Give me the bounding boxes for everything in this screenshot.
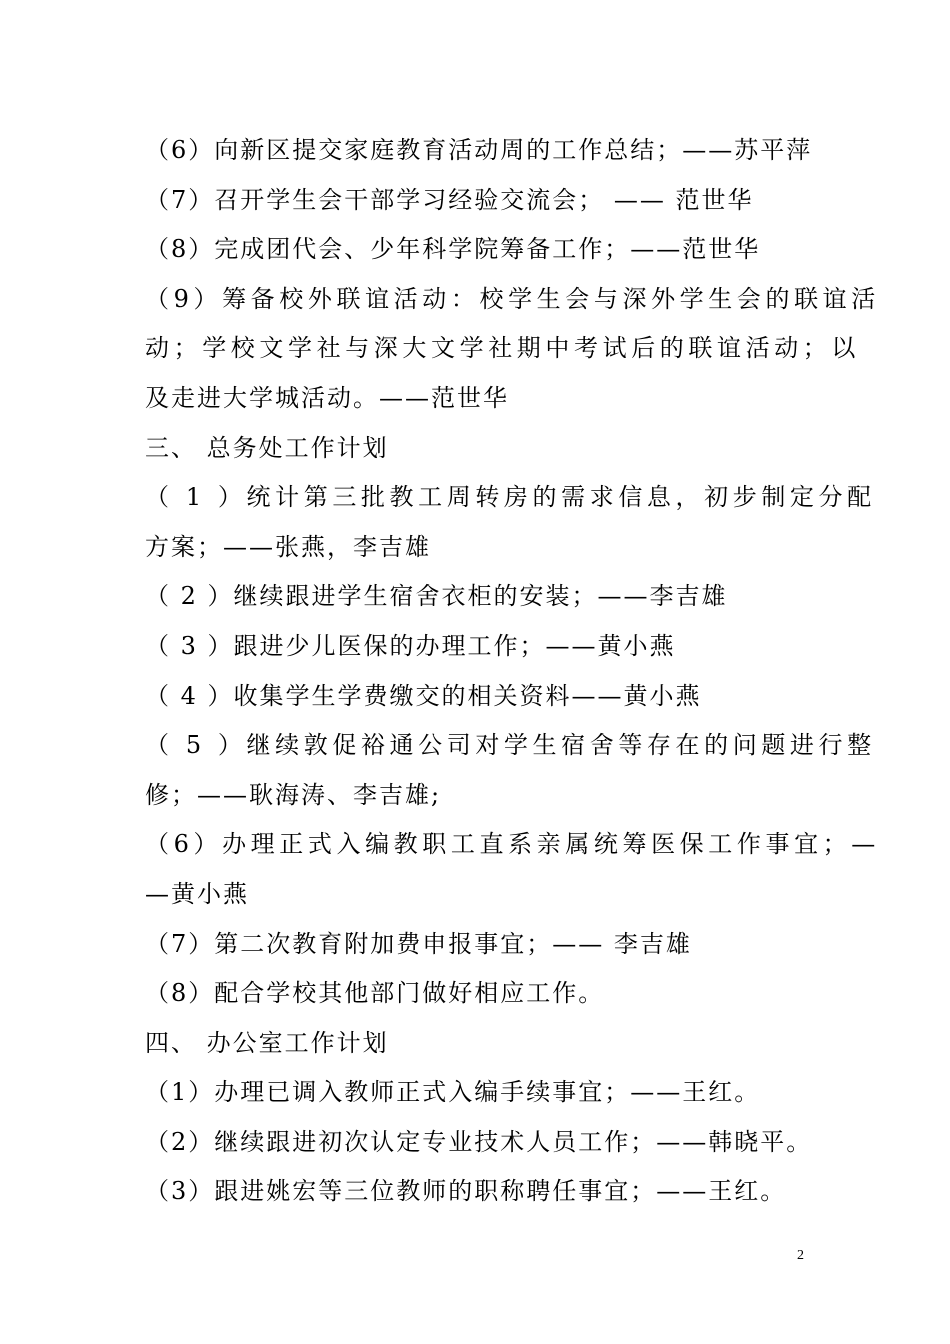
plan-item-line: 动；学校文学社与深大文学社期中考试后的联谊活动；以 (145, 334, 860, 363)
plan-item-line: （ 5 ）继续敦促裕通公司对学生宿舍等存在的问题进行整 (145, 731, 876, 760)
plan-item-line: （ 1 ）统计第三批教工周转房的需求信息，初步制定分配 (145, 483, 876, 512)
section-heading: 三、 总务处工作计划 (145, 433, 389, 462)
document-body (145, 126, 880, 1217)
plan-item-line: （ 4 ）收集学生学费缴交的相关资料——黄小燕 (145, 681, 702, 710)
plan-item-line: （6）向新区提交家庭教育活动周的工作总结；——苏平萍 (145, 136, 813, 164)
plan-item-line: （8）完成团代会、少年科学院筹备工作；——范世华 (145, 235, 761, 264)
plan-item-line: （9）筹备校外联谊活动：校学生会与深外学生会的联谊活 (145, 284, 880, 313)
plan-item-line: —黄小燕 (145, 879, 249, 908)
plan-item-line: 修；——耿海涛、李吉雄; (145, 780, 442, 809)
plan-item-line: （ 2 ）继续跟进学生宿舍衣柜的安装；——李吉雄 (145, 582, 728, 611)
plan-item-line: （3）跟进姚宏等三位教师的职称聘任事宜；——王红。 (145, 1177, 787, 1206)
plan-item-line: （7）召开学生会干部学习经验交流会； —— 范世华 (145, 185, 754, 214)
plan-item-line: （1）办理已调入教师正式入编手续事宜；——王红。 (145, 1078, 761, 1107)
plan-item-line: 及走进大学城活动。——范世华 (145, 383, 509, 412)
plan-item-line: （ 3 ）跟进少儿医保的办理工作；——黄小燕 (145, 631, 676, 660)
plan-item-line: （6）办理正式入编教职工直系亲属统筹医保工作事宜；— (145, 830, 880, 859)
page-number: 2 (797, 1248, 804, 1263)
plan-item-line: （2）继续跟进初次认定专业技术人员工作；——韩晓平。 (145, 1127, 813, 1156)
plan-item-line: 方案；——张燕，李吉雄 (145, 532, 431, 561)
plan-item-line: （7）第二次教育附加费申报事宜；—— 李吉雄 (145, 929, 692, 958)
section-heading: 四、 办公室工作计划 (145, 1028, 389, 1057)
plan-item-line: （8）配合学校其他部门做好相应工作。 (145, 979, 605, 1008)
